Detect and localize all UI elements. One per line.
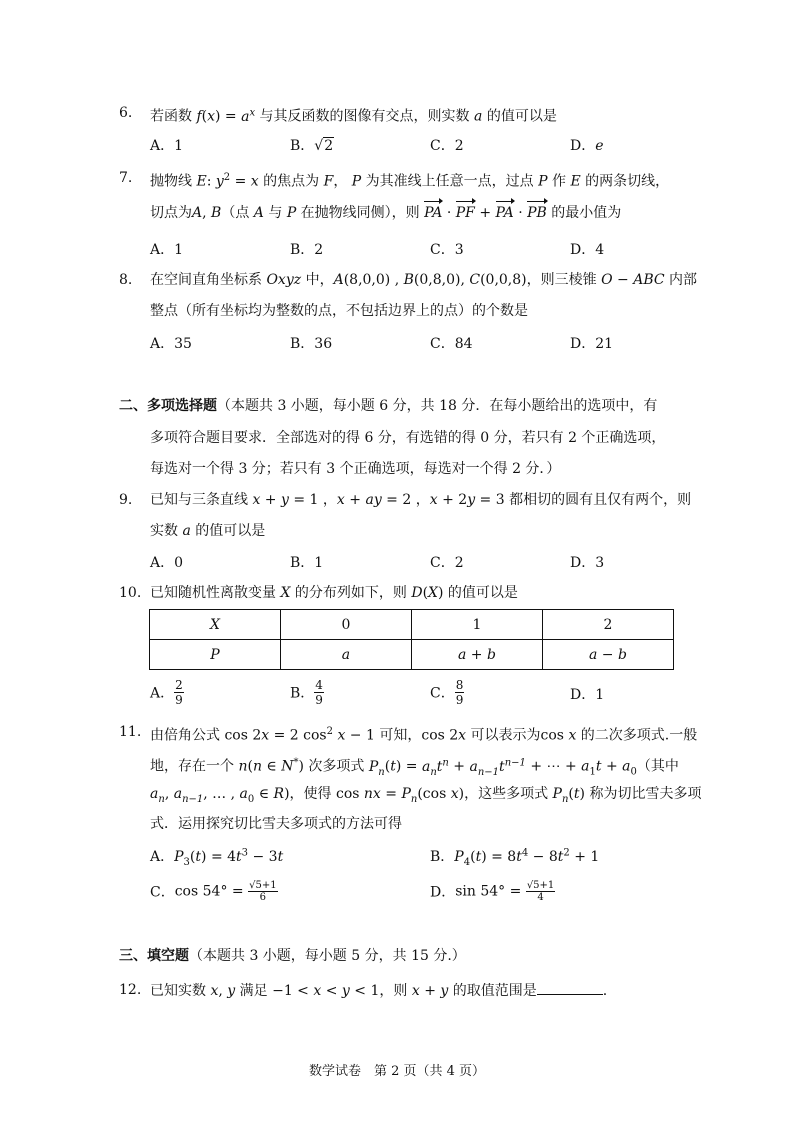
table-cell: 2 <box>542 610 673 640</box>
distribution-table <box>149 609 674 670</box>
option-c[interactable]: C．3 <box>430 242 464 258</box>
table-cell: a − b <box>542 640 673 670</box>
question-text-line2: 地，存在一个 n(n ∈ N*) 次多项式 $P_n(t) = a_nt^n + a_{n-1}t^{n-1}$ + ⋯ + $a_1t + a_0$（其中 <box>150 757 679 778</box>
section-instructions: （本题共 3 小题，每小题 5 分，共 15 分.） <box>189 948 466 964</box>
table-row <box>150 610 674 640</box>
option-a[interactable]: A．35 <box>150 336 192 352</box>
option-c[interactable]: C．2 <box>430 555 464 571</box>
table-cell: 1 <box>411 610 542 640</box>
table-cell: P <box>150 640 281 670</box>
question-text: 已知随机性离散变量 X 的分布列如下，则 D(X) 的值可以是 <box>150 585 518 601</box>
question-number: 7. <box>119 170 133 186</box>
table-cell: X <box>150 610 281 640</box>
option-c[interactable]: C．84 <box>430 336 473 352</box>
question-number: 11. <box>119 724 142 740</box>
section-instructions-line3: 每选对一个得 3 分；若只有 3 个正确选项，每选对一个得 2 分．） <box>150 461 561 477</box>
table-cell: a + b <box>411 640 542 670</box>
question-text-line2: 实数 a 的值可以是 <box>150 523 266 539</box>
option-b[interactable]: B．1 <box>290 555 324 571</box>
section-3-header <box>119 946 466 966</box>
option-a[interactable]: A．1 <box>150 242 184 258</box>
option-d[interactable]: D．3 <box>570 555 605 571</box>
option-d[interactable]: D．1 <box>570 687 605 703</box>
question-text-line1: 抛物线 E: $y^2 = x$ 的焦点为 F， P 为其准线上任意一点，过点 P 作 E 的两条切线， <box>150 172 670 190</box>
question-text-line3: $a_n$, $a_{n-1}$, … , $a_0$ ∈ R)，使得 cos nx = $P_n(\cos$ x)，这些多项式 $P_n(t)$ 称为切比雪夫多项 <box>150 786 702 805</box>
question-text-line1: 由倍角公式 cos 2x = 2 $\cos^2 x - 1$ 可知，cos 2x 可以表示为cos x 的二次多项式.一般 <box>150 726 698 744</box>
question-text: 若函数 $f(x) = a^x$ 与其反函数的图像有交点，则实数 a 的值可以是 <box>150 107 557 125</box>
option-a[interactable]: A．0 <box>150 555 184 571</box>
table-cell: a <box>280 640 411 670</box>
question-number: 10. <box>119 585 142 601</box>
option-b[interactable]: B．$P_4(t) = 8t^4 - 8t^2 + 1$ <box>430 847 600 868</box>
question-number: 6. <box>119 105 133 121</box>
option-a[interactable]: A． $\frac{2}{9}$ <box>150 678 183 707</box>
question-text-line1: 已知与三条直线 x + y = 1 ，x + ay = 2 ，x + 2y = 3 都相切的圆有且仅有两个，则 <box>150 492 692 508</box>
question-text-line1: 在空间直角坐标系 Oxyz 中，A(8,0,0) , B(0,8,0), C(0,0,8)，则三棱锥 O − ABC 内部 <box>150 272 698 288</box>
page-footer: 数学试卷 第 2 页（共 4 页） <box>308 1064 486 1079</box>
option-a[interactable]: A．$P_3(t) = 4t^3 - 3t$ <box>150 847 284 868</box>
option-d[interactable]: D．21 <box>570 336 614 352</box>
table-row <box>150 640 674 670</box>
section-instructions: （本题共 3 小题，每小题 6 分，共 18 分．在每小题给出的选项中，有 <box>217 398 658 414</box>
option-c[interactable]: C．2 <box>430 138 464 154</box>
question-number: 12. <box>119 982 142 998</box>
option-b[interactable]: B．36 <box>290 336 333 352</box>
section-title: 三、填空题 <box>119 948 189 964</box>
option-b[interactable]: B．2 <box>290 242 324 258</box>
option-a[interactable]: A．1 <box>150 138 184 154</box>
option-b[interactable]: B．√2 <box>290 138 334 154</box>
question-text-line2: 整点（所有坐标均为整数的点，不包括边界上的点）的个数是 <box>150 303 528 319</box>
option-d[interactable]: D．sin 54° = $\frac{√5+1}{4}$ <box>430 880 555 903</box>
section-title: 二、多项选择题 <box>119 398 217 414</box>
question-text-line4: 式．运用探究切比雪夫多项式的方法可得 <box>150 816 402 832</box>
question-text-line2: 切点为A, B（点 A 与 P 在抛物线同侧），则 PA · PF + PA · PB 的最小值为 <box>150 205 622 221</box>
section-instructions-line2: 多项符合题目要求．全部选对的得 6 分，有选错的得 0 分，若只有 2 个正确选项， <box>150 430 666 446</box>
option-d[interactable]: D．e <box>570 138 604 154</box>
option-c[interactable]: C． $\frac{8}{9}$ <box>430 678 464 707</box>
option-c[interactable]: C．cos 54° = $\frac{√5+1}{6}$ <box>150 880 277 903</box>
option-d[interactable]: D．4 <box>570 242 605 258</box>
table-cell: 0 <box>280 610 411 640</box>
question-number: 9. <box>119 492 133 508</box>
question-text: 已知实数 x, y 满足 −1 < x < y < 1，则 x + y 的取值范围是 . <box>150 980 607 1001</box>
option-b[interactable]: B． $\frac{4}{9}$ <box>290 678 323 707</box>
answer-blank[interactable] <box>537 980 603 995</box>
question-number: 8. <box>119 272 133 288</box>
